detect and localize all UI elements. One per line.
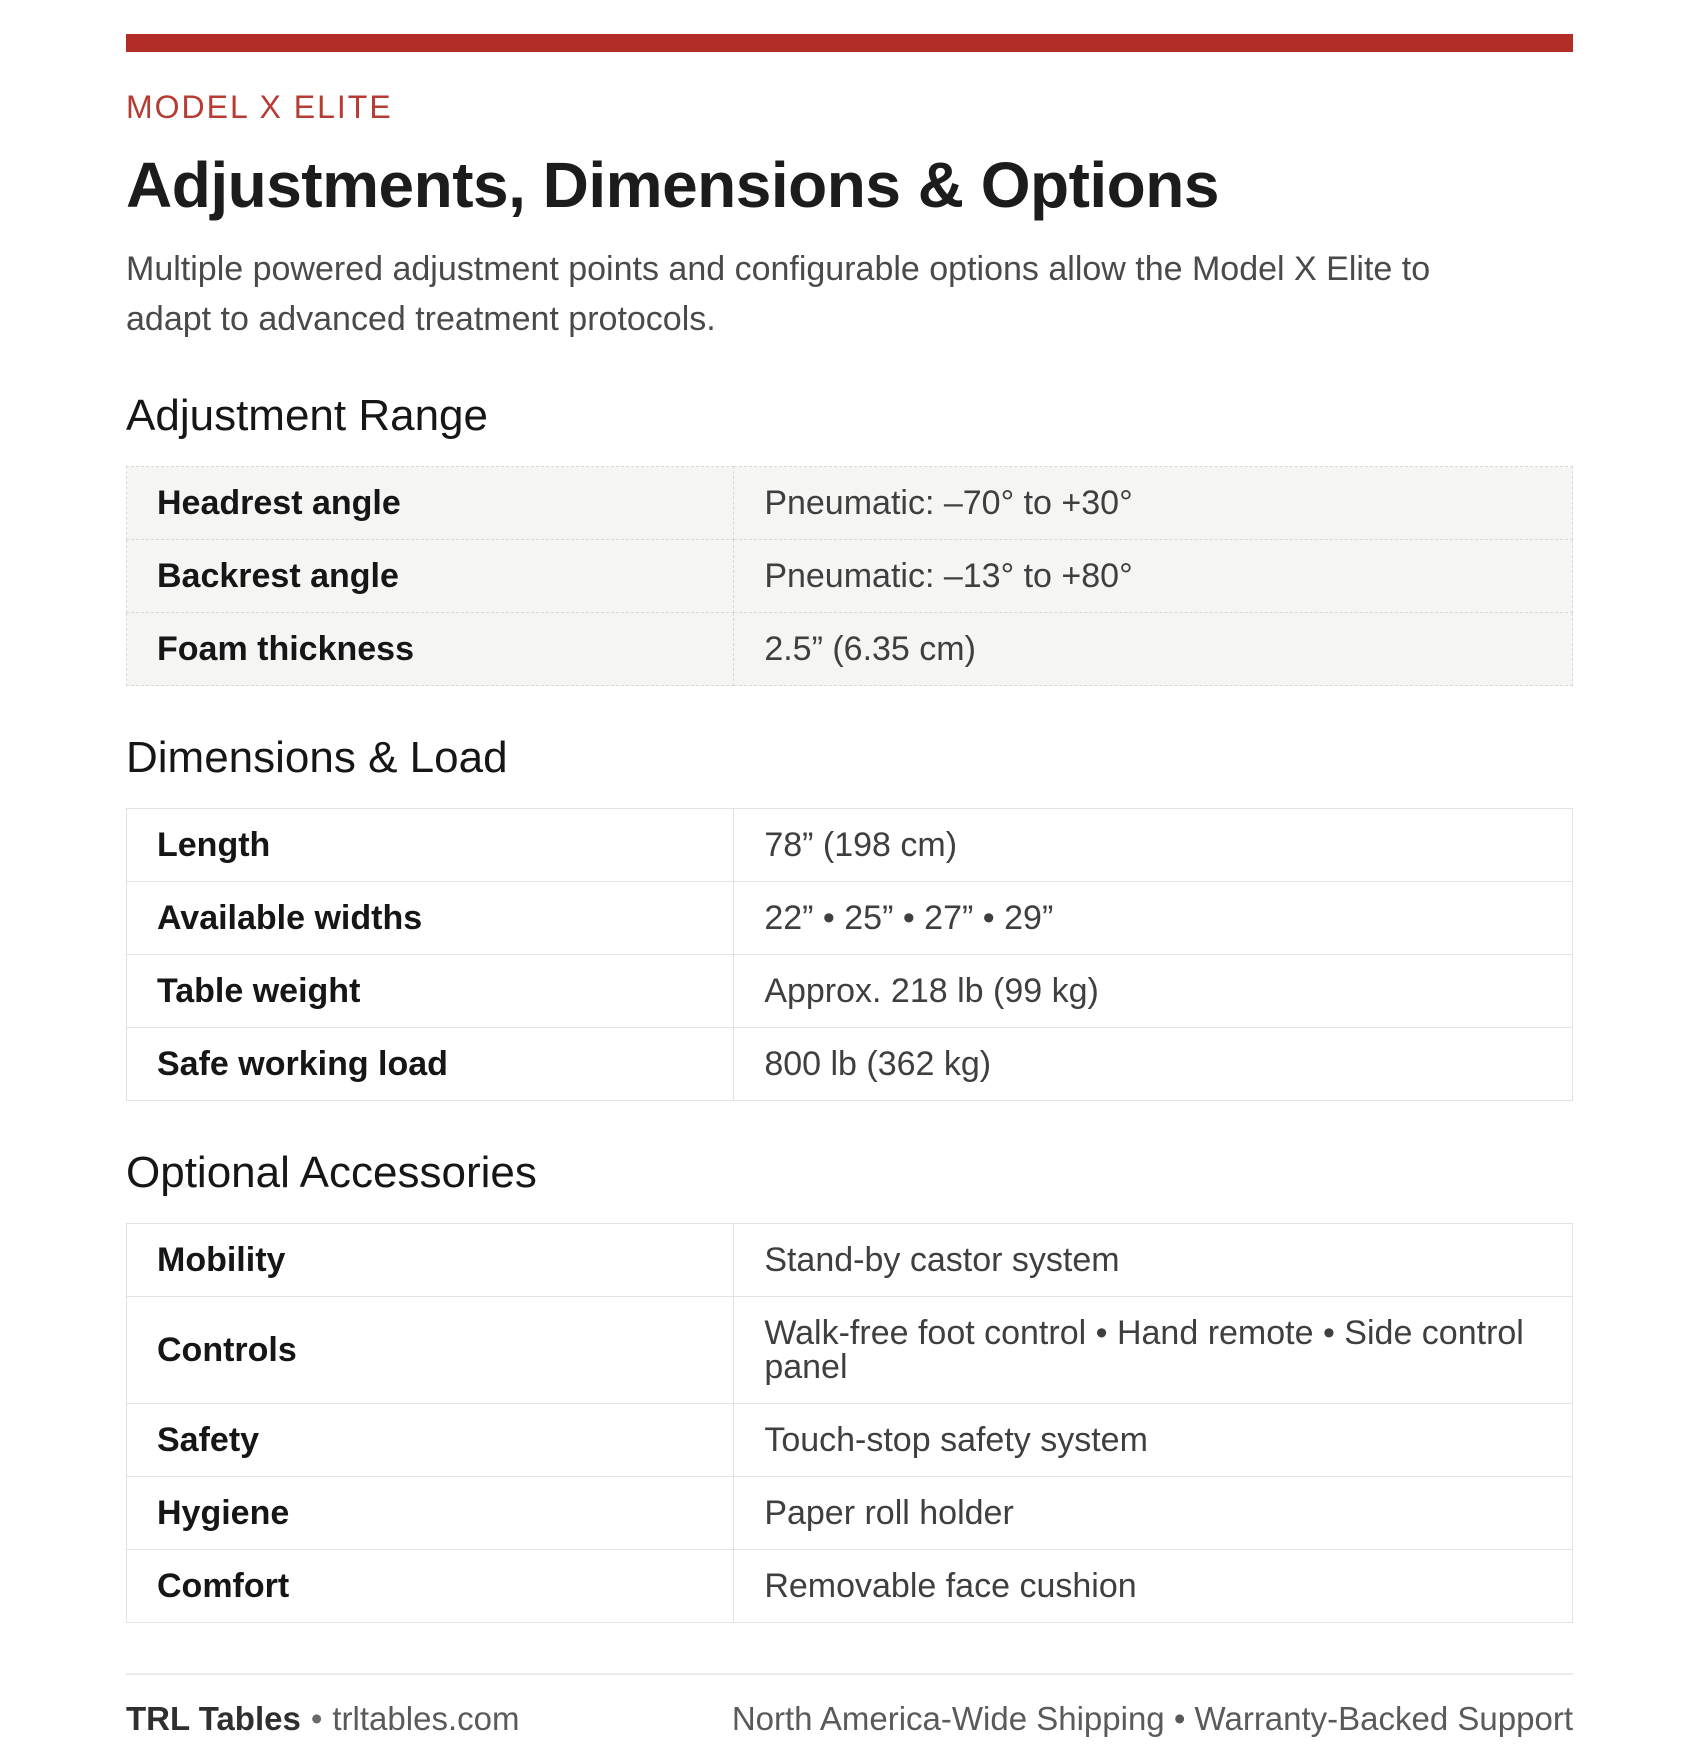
adjustment-range-table bbox=[126, 466, 1573, 686]
page-footer bbox=[126, 1673, 1573, 1739]
spec-value: Walk-free foot control • Hand remote • Side control panel bbox=[734, 1297, 1573, 1404]
section-heading-adjustment-range: Adjustment Range bbox=[126, 391, 488, 440]
spec-value: 2.5” (6.35 cm) bbox=[734, 613, 1573, 686]
spec-label: Safety bbox=[127, 1404, 734, 1477]
footer-right: North America-Wide Shipping • Warranty-Backed Support bbox=[731, 1700, 1573, 1737]
page-subtitle: Multiple powered adjustment points and configurable options allow the Model X Elite to adapt to advanced treatment protocols. bbox=[126, 250, 1431, 338]
spec-label: Foam thickness bbox=[127, 613, 734, 686]
spec-value: 78” (198 cm) bbox=[734, 809, 1573, 882]
spec-value: 22” • 25” • 27” • 29” bbox=[734, 882, 1573, 955]
table-row bbox=[127, 882, 1573, 955]
spec-value: Stand-by castor system bbox=[734, 1224, 1573, 1297]
table-row bbox=[127, 1028, 1573, 1101]
spec-label: Length bbox=[127, 809, 734, 882]
table-row bbox=[127, 1297, 1573, 1404]
spec-label: Hygiene bbox=[127, 1477, 734, 1550]
spec-sheet-page bbox=[126, 34, 1573, 1739]
spec-label: Headrest angle bbox=[127, 467, 734, 540]
table-row bbox=[127, 1550, 1573, 1623]
spec-value: Pneumatic: –13° to +80° bbox=[734, 540, 1573, 613]
footer-brand: TRL Tables bbox=[126, 1700, 301, 1737]
spec-label: Mobility bbox=[127, 1224, 734, 1297]
dimensions-load-table bbox=[126, 808, 1573, 1101]
table-row bbox=[127, 955, 1573, 1028]
table-row bbox=[127, 467, 1573, 540]
footer-separator: • bbox=[310, 1700, 323, 1737]
spec-label: Table weight bbox=[127, 955, 734, 1028]
spec-label: Controls bbox=[127, 1297, 734, 1404]
spec-value: Approx. 218 lb (99 kg) bbox=[734, 955, 1573, 1028]
table-row bbox=[127, 540, 1573, 613]
table-row bbox=[127, 1477, 1573, 1550]
table-row bbox=[127, 1224, 1573, 1297]
spec-value: 800 lb (362 kg) bbox=[734, 1028, 1573, 1101]
spec-label: Comfort bbox=[127, 1550, 734, 1623]
table-row bbox=[127, 613, 1573, 686]
spec-value: Touch-stop safety system bbox=[734, 1404, 1573, 1477]
section-heading-dimensions-load: Dimensions & Load bbox=[126, 733, 508, 782]
spec-value: Paper roll holder bbox=[734, 1477, 1573, 1550]
section-heading-optional-accessories: Optional Accessories bbox=[126, 1148, 537, 1197]
page-title: Adjustments, Dimensions & Options bbox=[126, 149, 1219, 221]
spec-label: Safe working load bbox=[127, 1028, 734, 1101]
spec-label: Available widths bbox=[127, 882, 734, 955]
eyebrow-label: MODEL X ELITE bbox=[126, 89, 393, 125]
spec-value: Pneumatic: –70° to +30° bbox=[734, 467, 1573, 540]
footer-site: trltables.com bbox=[332, 1700, 520, 1737]
accent-bar bbox=[126, 34, 1573, 52]
optional-accessories-table bbox=[126, 1223, 1573, 1623]
footer-left bbox=[126, 1699, 519, 1739]
table-row bbox=[127, 1404, 1573, 1477]
spec-value: Removable face cushion bbox=[734, 1550, 1573, 1623]
table-row bbox=[127, 809, 1573, 882]
spec-label: Backrest angle bbox=[127, 540, 734, 613]
